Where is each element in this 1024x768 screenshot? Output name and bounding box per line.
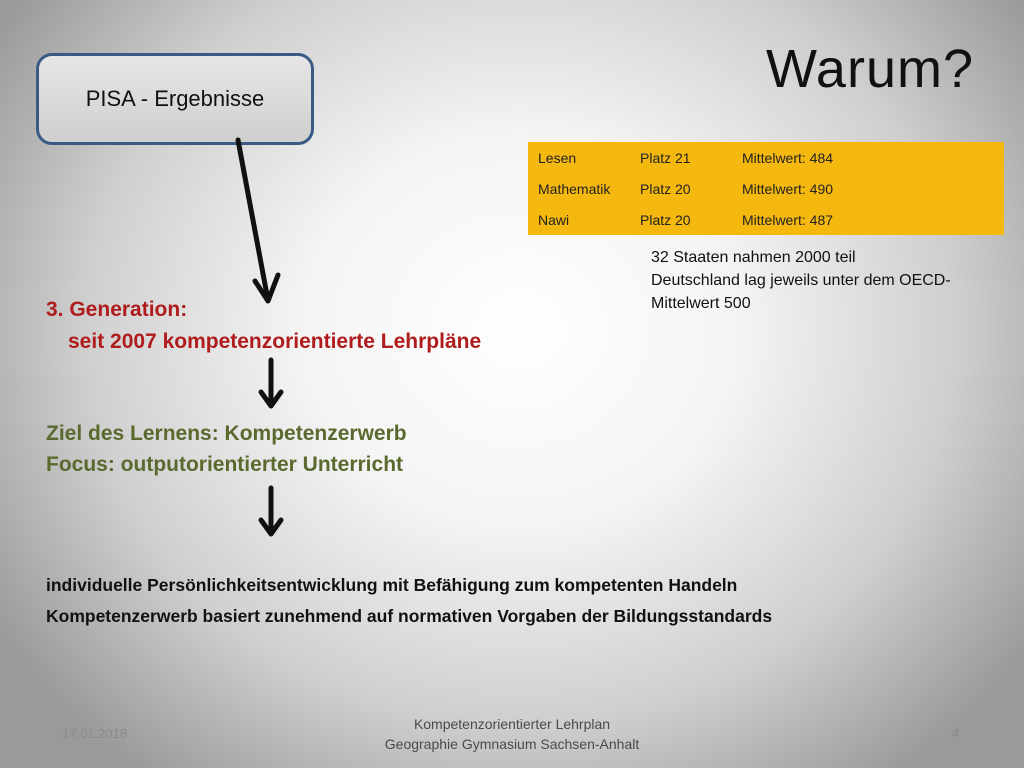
mean-cell: Mittelwert: 487 [742,211,834,228]
conclusion-line-1: individuelle Persönlichkeitsentwicklung mit Befähigung zum kompetenten Handeln [46,575,738,595]
note-line: Deutschland lag jeweils unter dem OECD- [651,272,951,289]
participation-note [651,246,1001,315]
subject-cell: Mathematik [538,180,611,197]
rank-cell: Platz 20 [640,180,691,197]
page-number: 4 [952,726,960,741]
generation-heading [46,294,481,358]
goal-line-2: Focus: outputorientierter Unterricht [46,453,404,476]
footer-line-1: Kompetenzorientierter Lehrplan [413,716,611,732]
generation-line-1: 3. Generation: [46,298,188,321]
mean-cell: Mittelwert: 490 [742,180,834,197]
conclusion-line-2: Kompetenzerwerb basiert zunehmend auf normativen Vorgaben der Bildungsstandards [46,606,773,626]
note-line: Mittelwert 500 [651,295,751,312]
table-row [528,142,1004,173]
goal-line-1: Ziel des Lernens: Kompetenzerwerb [46,422,407,445]
footer-caption [312,714,712,754]
footer-line-2: Geographie Gymnasium Sachsen-Anhalt [384,736,640,752]
rank-cell: Platz 20 [640,211,691,228]
footer-date: 17.01.2018 [62,726,128,741]
slide-title: Warum? [765,39,974,99]
down-arrow-icon [258,484,286,538]
table-row [528,173,1004,204]
mean-cell: Mittelwert: 484 [742,149,834,166]
subject-cell: Lesen [538,149,577,166]
note-line: 32 Staaten nahmen 2000 teil [651,249,856,266]
conclusion-text [46,570,772,632]
table-row [528,204,1004,235]
rank-cell: Platz 21 [640,149,691,166]
pisa-results-box [36,53,314,145]
learning-goal [46,418,407,480]
diagonal-arrow-icon [220,135,290,310]
pisa-results-table [528,142,1004,235]
down-arrow-icon [258,356,286,410]
subject-cell: Nawi [538,211,570,228]
pisa-box-label: PISA - Ergebnisse [85,86,265,111]
generation-line-2: seit 2007 kompetenzorientierte Lehrpläne [68,330,482,353]
